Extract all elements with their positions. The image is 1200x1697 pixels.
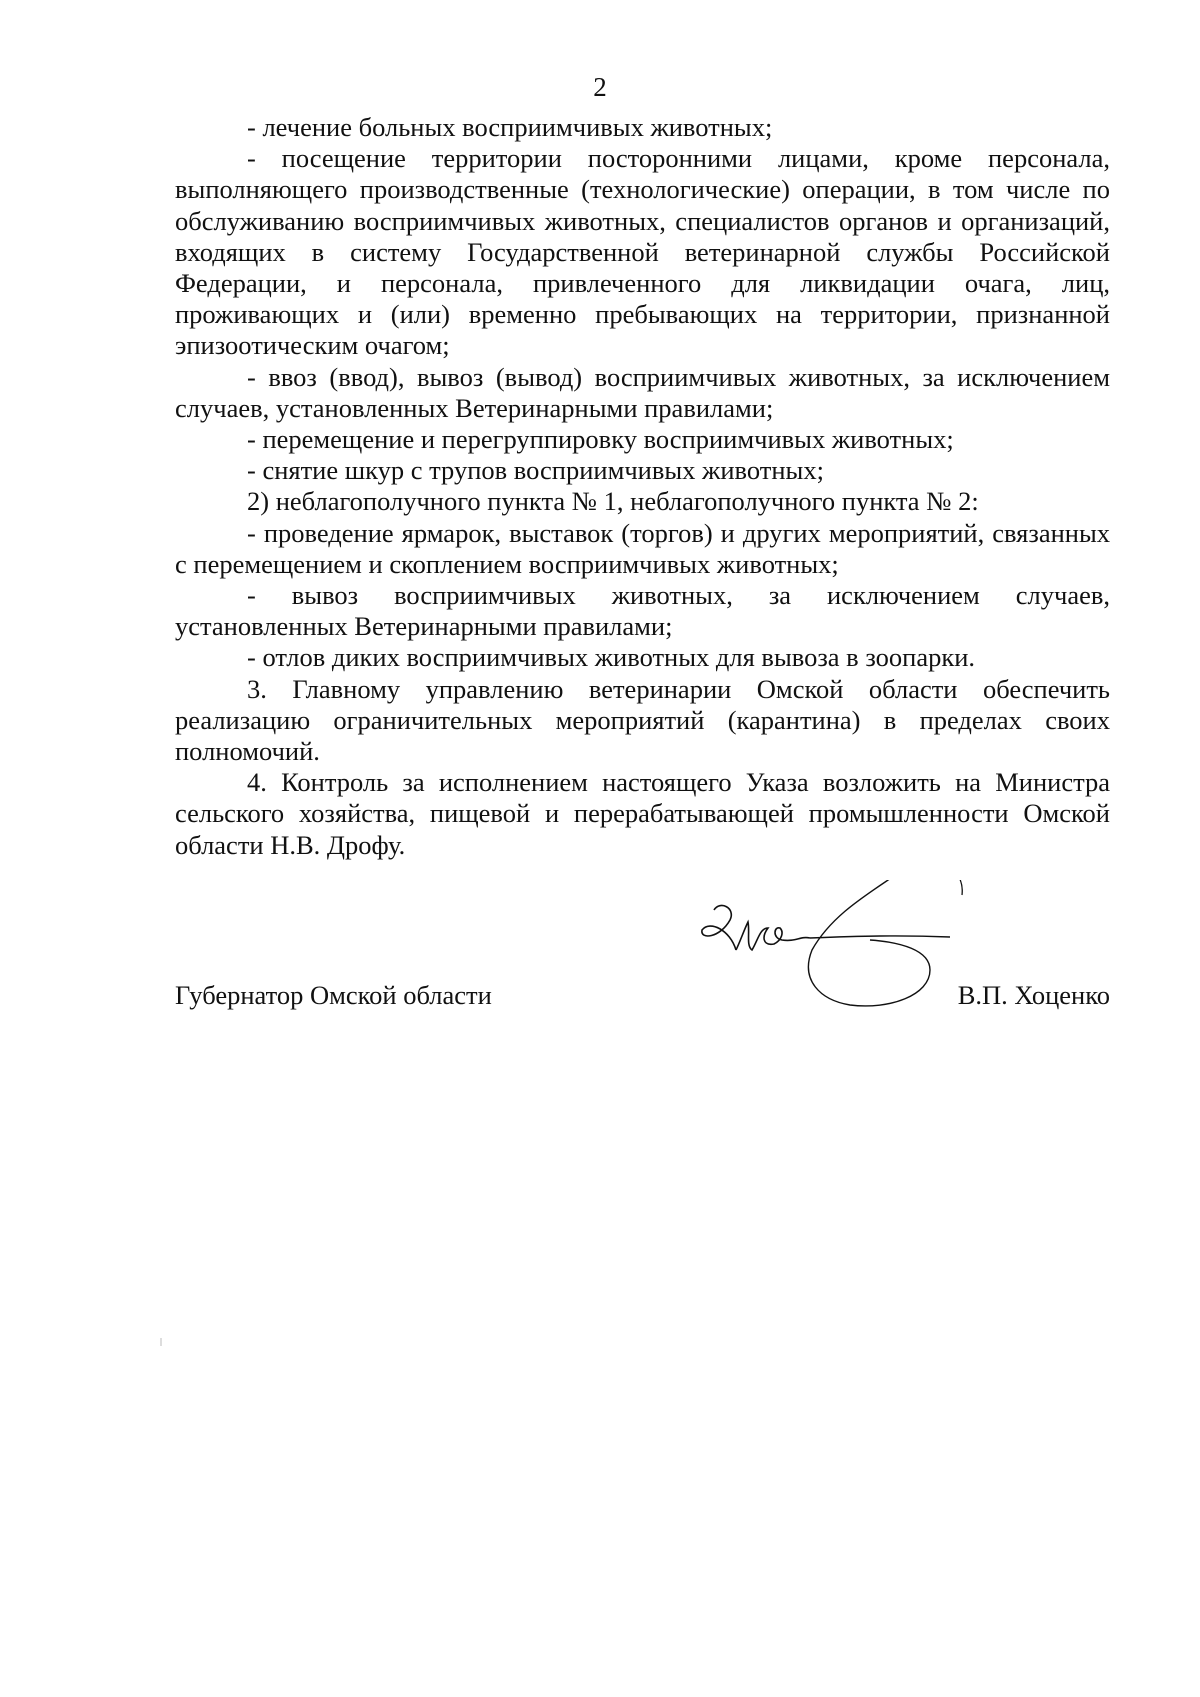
signature-block [175,980,1110,1020]
paragraph-relocation: - перемещение и перегруппировку восприимчивых животных; [247,424,954,455]
document-body [175,112,1110,861]
signer-title: Губернатор Омской области [175,980,492,1010]
paragraph-unfavorable-points: 2) неблагополучного пункта № 1, неблагополучного пункта № 2: [247,486,979,517]
paragraph-skins: - снятие шкур с трупов восприимчивых животных; [247,455,824,486]
scan-artifact [160,1338,162,1346]
paragraph-export: - вывоз восприимчивых животных, за исключением случаев, установленных Ветеринарными правилами; [175,580,1110,642]
page-number: 2 [593,72,607,102]
paragraph-fairs: - проведение ярмарок, выставок (торгов) и других мероприятий, связанных с перемещением и скоплением восприимчивых животных; [175,517,1110,579]
paragraph-item-4: 4. Контроль за исполнением настоящего Указа возложить на Министра сельского хозяйства, пищевой и перерабатывающей промышленности Омской области Н.В. Дрофу. [175,767,1110,860]
signer-name: В.П. Хоценко [957,980,1110,1010]
paragraph-visits: - посещение территории посторонними лицами, кроме персонала, выполняющего производственные (технологические) операции, в том числе по обслуживанию восприимчивых животных, специалистов органов и организаций, входящих в систему Государственной ветеринарной службы Российской Федерации, и персонала, привлеченного для ликвидации очага, лиц, проживающих и (или) временно пребывающих на территории, признанной эпизоотическим очагом; [175,143,1110,361]
paragraph-import-export: - ввоз (ввод), вывоз (вывод) восприимчивых животных, за исключением случаев, установленных Ветеринарными правилами; [175,361,1110,423]
paragraph-treatment: - лечение больных восприимчивых животных; [247,112,773,142]
paragraph-wild-animals: - отлов диких восприимчивых животных для вывоза в зоопарки. [247,642,976,673]
paragraph-item-3: 3. Главному управлению ветеринарии Омской области обеспечить реализацию ограничительных мероприятий (карантина) в пределах своих полномочий. [175,673,1110,767]
